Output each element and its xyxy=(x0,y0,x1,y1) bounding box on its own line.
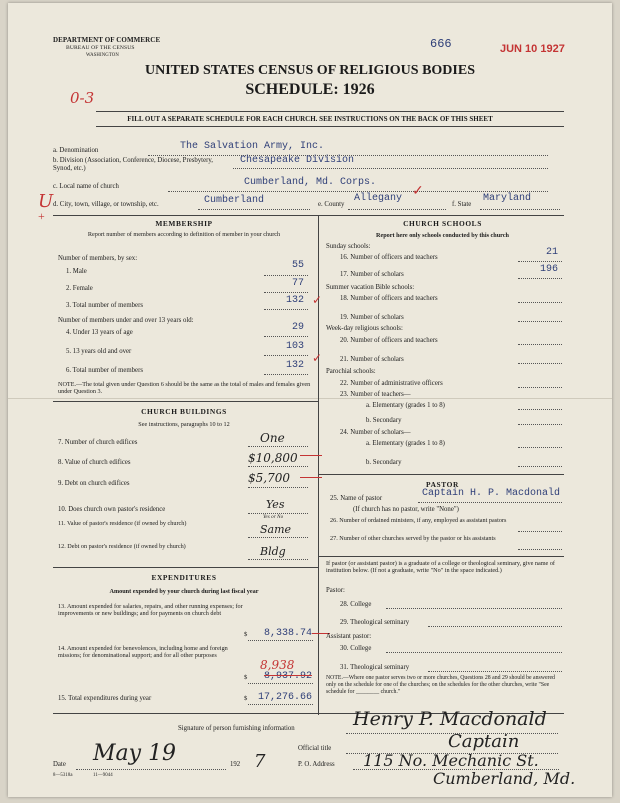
signature-value: Henry P. Macdonald xyxy=(353,708,547,730)
q23-label: 23. Number of teachers— xyxy=(340,391,411,398)
q3-label: 3. Total number of members xyxy=(66,302,143,309)
expenditures-heading: EXPENDITURES xyxy=(151,573,217,582)
form-code-2: 11—9044 xyxy=(93,773,113,778)
q11-value: Same xyxy=(260,523,292,536)
q16-value: 21 xyxy=(545,247,558,258)
q26-label: 26. Number of ordained ministers, if any, employed as assistant pastors xyxy=(330,517,507,524)
q24a-label: a. Elementary (grades 1 to 8) xyxy=(366,440,445,447)
denomination-label: a. Denomination xyxy=(53,147,99,154)
schedule-number: 666 xyxy=(430,37,452,51)
membership-intro: Report number of members according to definition of member in your church xyxy=(87,231,281,238)
q6-label: 6. Total number of members xyxy=(66,367,143,374)
q13-label: 13. Amount expended for salaries, repairs, and other running expenses; for improvements or new buildings; and for payments on church debt xyxy=(58,603,243,618)
q24-label: 24. Number of scholars— xyxy=(340,429,411,436)
margin-code: 0-3 xyxy=(70,89,95,107)
address-line1: 115 No. Mechanic St. xyxy=(363,751,539,770)
census-schedule-sheet: DEPARTMENT OF COMMERCE BUREAU OF THE CENSUS WASHINGTON 666 JUN 10 1927 UNITED STATES CENSUS OF RELIGIOUS BODIES SCHEDULE: 1926 0-3 FILL OUT A SEPARATE SCHEDULE FOR EACH CHURCH. SEE INSTRUCTIONS ON THE BACK OF THIS SHEET a. Denomination The Salvation Army, Inc. b. Division (Association, Conference, Diocese, Presbytery, Synod, etc.) Chesapeake Division c. Local name of church Cumberland, Md. Corps. U + d. City, town, village, or township, etc. Cumberland e. County Allegany ✓ f. State Maryland MEMBERSHIP Report number of members according to definition of member in your church Number of members, by sex: 1. Male 55 2. Female 77 3. Total number of members 132 ✓ Number of members under and over 13 years old: 4. Under 13 years of age 29 5. 13 years old and over 103 6. Total number of members 132 ✓ NOTE.—The total given under Question 6 should be the same as the total of males and females given under Question 3. CHURCH BUILDINGS See instructions, paragraphs 10 to 12 7. Number of church edifices One 8. Value of church edifices $10,800 9. Debt on church edifices $5,700 10. Does church own pastor's residence Yes Yes or No 11. Value of pastor's residence (if owned by church) Same 12. Debt on pastor's residence (if owned by church) Bldg EXPENDITURES Amount expended by your church during last fiscal year 13. Amount expended for salaries, repairs, and other running expenses; for improvements or new buildings; and for payments on church debt $ 8,338.74 14. Amount expended for benevolences, including home and foreign missions; for denominational support; and for all other purposes 8,938 $ 8,937.92 15. Total expenditures during year $ 17,276.66 CHURCH SCHOOLS Report here only schools conducted by this church Sunday schools: 16. Number of officers and teachers 21 17. Number of scholars 196 Summer vacation Bible schools: 18. Number of officers and teachers 19. Number of scholars Week-day religious schools: 20. Number of officers and teachers 21. Number of scholars Parochial schools: 22. Number of administrative officers 23. Number of teachers— a. Elementary (grades 1 to 8) b. Secondary 24. Number of scholars— a. Elementary (grades 1 to 8) b. Secondary PASTOR 25. Name of pastor Captain H. P. Macdonald (If church has no pastor, write "None") 26. Number of ordained ministers, if any, employed as assistant pastors 27. Number of other churches served by the pastor or his assistants If pastor (or assistant pastor) is a graduate of a college or theological seminary, give name of institution below. (If not a graduate, write "No" in the space indicated.) Pastor: 28. College 29. Theological seminary Assistant pastor: 30. College 31. Theological seminary NOTE.—Where one pastor serves two or more churches, Questions 28 and 29 should be answered only on the schedule for one of the churches; on the schedules for the other churches, write "See schedule for ________ church." Signature of person furnishing information Henry P. Macdonald Official title Captain Date May 19 192 7 P. O. Address 115 No. Mechanic St. Cumberland, Md. 8—5318a 11—9044 xyxy=(8,3,612,797)
margin-plus: + xyxy=(38,209,45,223)
q31-label: 31. Theological seminary xyxy=(340,664,410,671)
q9-label: 9. Debt on church edifices xyxy=(58,480,130,487)
buildings-intro: See instructions, paragraphs 10 to 12 xyxy=(138,421,230,428)
q14-value: 8,937.92 xyxy=(263,671,312,682)
q3-value: 132 xyxy=(285,295,304,306)
q6-check: ✓ xyxy=(312,351,323,365)
q1-value: 55 xyxy=(291,260,304,271)
q15-label: 15. Total expenditures during year xyxy=(58,695,152,702)
signature-label: Signature of person furnishing information xyxy=(178,725,295,732)
q18-label: 18. Number of officers and teachers xyxy=(340,295,438,302)
q4-label: 4. Under 13 years of age xyxy=(66,329,133,336)
pastor-note: NOTE.—Where one pastor serves two or more churches, Questions 28 and 29 should be answered only on the schedule for one of the churches; on the schedules for the other churches, write "See schedule for ________ church." xyxy=(326,675,555,695)
schools-intro: Report here only schools conducted by this church xyxy=(376,232,509,239)
q20-label: 20. Number of officers and teachers xyxy=(340,337,438,344)
form-code: 8—5318a xyxy=(53,773,73,778)
q6-value: 132 xyxy=(285,360,304,371)
q14-corrected-value: 8,938 xyxy=(260,658,295,672)
sunday-schools-label: Sunday schools: xyxy=(326,243,371,250)
q16-label: 16. Number of officers and teachers xyxy=(340,254,438,261)
q13-value: 8,338.74 xyxy=(263,628,312,639)
q1-label: 1. Male xyxy=(66,268,87,275)
address-line2: Cumberland, Md. xyxy=(433,769,576,788)
q14-label: 14. Amount expended for benevolences, including home and foreign missions; for denominational support; and for all other purposes xyxy=(58,645,228,660)
year-prefix: 192 xyxy=(230,761,241,768)
q25-note: (If church has no pastor, write "None") xyxy=(353,506,459,513)
yes-no-hint: Yes or No xyxy=(263,515,284,520)
parochial-schools-label: Parochial schools: xyxy=(326,368,376,375)
q10-label: 10. Does church own pastor's residence xyxy=(58,506,166,513)
q9-value: $5,700 xyxy=(248,471,290,485)
margin-mark: U xyxy=(38,191,54,212)
college-intro: If pastor (or assistant pastor) is a graduate of a college or theological seminary, give name of institution below. (If not a graduate, write "No" in the space indicated.) xyxy=(326,560,555,575)
q2-label: 2. Female xyxy=(66,285,93,292)
membership-heading: MEMBERSHIP xyxy=(155,219,213,228)
date-value: May 19 xyxy=(93,741,177,766)
state-label: f. State xyxy=(452,201,472,208)
date-label: Date xyxy=(53,761,66,768)
schedule-year: SCHEDULE: 1926 xyxy=(245,81,375,98)
county-check: ✓ xyxy=(412,184,424,199)
membership-age-line: Number of members under and over 13 years old: xyxy=(58,317,194,324)
q5-value: 103 xyxy=(285,341,304,352)
q4-value: 29 xyxy=(291,322,304,333)
q23b-label: b. Secondary xyxy=(366,417,402,424)
church-name-value: Cumberland, Md. Corps. xyxy=(244,177,377,188)
q12-value: Bldg xyxy=(260,545,286,558)
denomination-value: The Salvation Army, Inc. xyxy=(180,141,325,152)
q17-value: 196 xyxy=(539,264,558,275)
fold-line xyxy=(8,398,612,399)
bureau-label: BUREAU OF THE CENSUS xyxy=(66,45,135,51)
county-value: Allegany xyxy=(354,193,403,204)
q7-value: One xyxy=(260,431,285,445)
summer-schools-label: Summer vacation Bible schools: xyxy=(326,284,415,291)
q22-label: 22. Number of administrative officers xyxy=(340,380,443,387)
pastor-heading: PASTOR xyxy=(426,480,459,489)
q8-value: $10,800 xyxy=(248,451,298,465)
address-label: P. O. Address xyxy=(298,761,335,768)
q7-label: 7. Number of church edifices xyxy=(58,439,138,446)
q11-label: 11. Value of pastor's residence (if owned by church) xyxy=(58,520,187,527)
state-value: Maryland xyxy=(483,193,532,204)
q5-label: 5. 13 years old and over xyxy=(66,348,132,355)
expenditures-intro: Amount expended by your church during last fiscal year xyxy=(109,588,259,595)
fill-instructions: FILL OUT A SEPARATE SCHEDULE FOR EACH CHURCH. SEE INSTRUCTIONS ON THE BACK OF THIS SHEET xyxy=(127,115,493,123)
weekday-schools-label: Week-day religious schools: xyxy=(326,325,403,332)
church-name-label: c. Local name of church xyxy=(53,183,119,190)
city-label: WASHINGTON xyxy=(86,53,119,58)
division-value: Chesapeake Division xyxy=(240,155,355,166)
city-label-field: d. City, town, village, or township, etc. xyxy=(53,201,159,208)
schools-heading: CHURCH SCHOOLS xyxy=(403,219,482,228)
q27-label: 27. Number of other churches served by the pastor or his assistants xyxy=(330,535,496,542)
q2-value: 77 xyxy=(291,278,304,289)
assistant-subheading: Assistant pastor: xyxy=(326,633,372,640)
county-label: e. County xyxy=(318,201,345,208)
q25-label: 25. Name of pastor xyxy=(330,495,383,502)
q10-value: Yes xyxy=(266,498,285,511)
q19-label: 19. Number of scholars xyxy=(340,314,404,321)
date-stamp: JUN 10 1927 xyxy=(500,43,565,55)
form-title: UNITED STATES CENSUS OF RELIGIOUS BODIES xyxy=(144,63,475,78)
official-title-label: Official title xyxy=(298,745,332,752)
division-label: b. Division (Association, Conference, Diocese, Presbytery, Synod, etc.) xyxy=(53,157,214,172)
q21-label: 21. Number of scholars xyxy=(340,356,404,363)
q8-label: 8. Value of church edifices xyxy=(58,459,131,466)
pastor-subheading: Pastor: xyxy=(326,587,345,594)
official-title-value: Captain xyxy=(448,731,520,752)
year-digit: 7 xyxy=(254,751,266,772)
q12-label: 12. Debt on pastor's residence (if owned by church) xyxy=(58,543,186,550)
q23a-label: a. Elementary (grades 1 to 8) xyxy=(366,402,445,409)
q28-label: 28. College xyxy=(340,601,372,608)
membership-note: NOTE.—The total given under Question 6 should be the same as the total of males and females given under Question 3. xyxy=(58,381,311,396)
q17-label: 17. Number of scholars xyxy=(340,271,404,278)
membership-by-sex: Number of members, by sex: xyxy=(58,255,138,262)
q30-label: 30. College xyxy=(340,645,372,652)
q15-value: 17,276.66 xyxy=(257,692,312,703)
q25-value: Captain H. P. Macdonald xyxy=(422,488,561,499)
department-label: DEPARTMENT OF COMMERCE xyxy=(53,36,161,44)
q29-label: 29. Theological seminary xyxy=(340,619,410,626)
city-value: Cumberland xyxy=(204,195,265,206)
q3-check: ✓ xyxy=(312,293,323,307)
q24b-label: b. Secondary xyxy=(366,459,402,466)
buildings-heading: CHURCH BUILDINGS xyxy=(141,407,227,416)
